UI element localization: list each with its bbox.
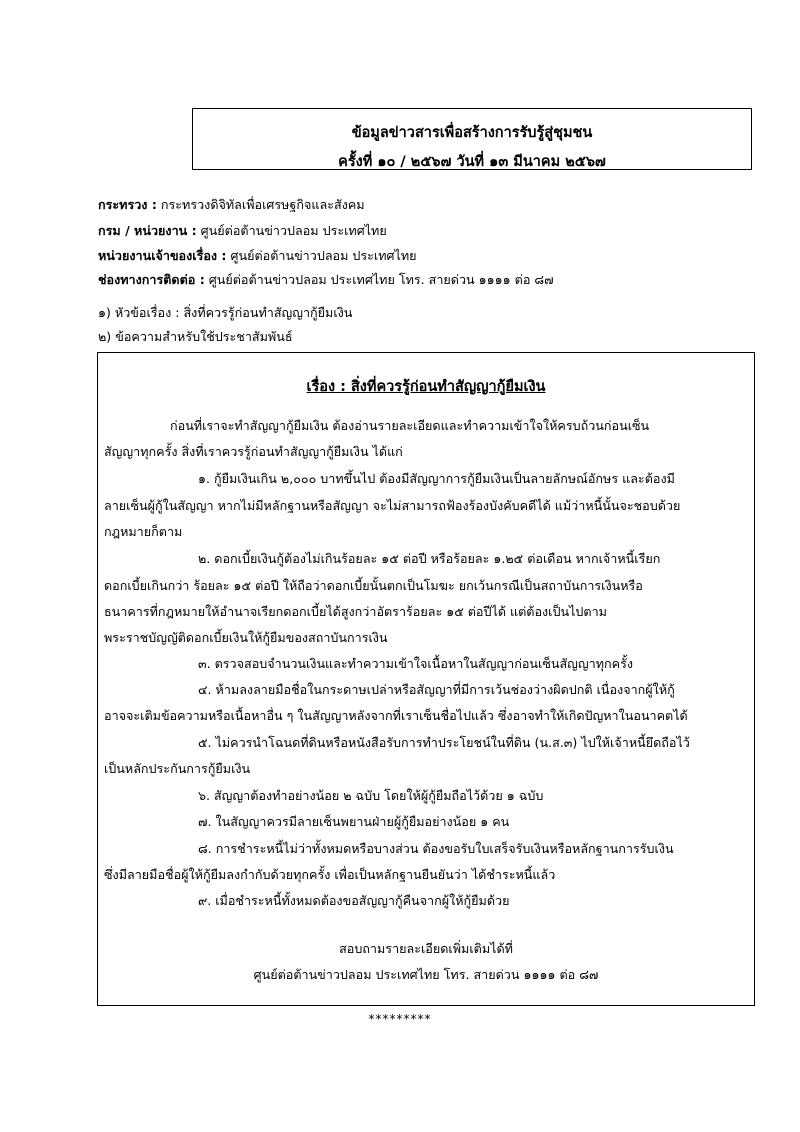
item-2-line-4: พระราชบัญญัติดอกเบี้ยเงินให้กู้ยืมของสถาบันการเงิน (104, 630, 388, 645)
item-2-line-3: ธนาคารที่กฎหมายให้อำนาจเรียกดอกเบี้ยได้สูงกว่าอัตราร้อยละ ๑๕ ต่อปีได้ แต่ต้องเป็นไปตาม (104, 604, 607, 619)
item-1-line-2: ลายเซ็นผู้กู้ในสัญญา หากไม่มีหลักฐานหรือสัญญา จะไม่สามารถฟ้องร้องบังคับคดีได้ แม้ว่าหนี้นั้นจะชอบด้วย (104, 498, 681, 513)
meta-contact-label: ช่องทางการติดต่อ : (98, 272, 205, 287)
story-footer-line-2: ศูนย์ต่อต้านข่าวปลอม ประเทศไทย โทร. สายด่วน ๑๑๑๑ ต่อ ๘๗ (253, 967, 599, 982)
meta-ministry (98, 195, 365, 215)
item-5-line-2: เป็นหลักประกันการกู้ยืมเงิน (104, 761, 251, 776)
item-3-line-1: ๓. ตรวจสอบจำนวนเงินและทำความเข้าใจเนื้อหาในสัญญาก่อนเซ็นสัญญาทุกครั้ง (198, 656, 633, 671)
meta-owner-value: ศูนย์ต่อต้านข่าวปลอม ประเทศไทย (226, 248, 417, 263)
header-issue-date: ครั้งที่ ๑๐ / ๒๕๖๗ วันที่ ๑๓ มีนาคม ๒๕๖๗ (338, 154, 606, 170)
item-9-line-1: ๙. เมื่อชำระหนี้ทั้งหมดต้องขอสัญญากู้คืนจากผู้ให้กู้ยืมด้วย (198, 893, 510, 908)
meta-department-value: ศูนย์ต่อต้านข่าวปลอม ประเทศไทย (196, 223, 387, 238)
document-header-box (192, 108, 752, 170)
item-4-line-1: ๔. ห้ามลงลายมือชื่อในกระดาษเปล่าหรือสัญญาที่มีการเว้นช่องว่างผิดปกติ เนื่องจากผู้ให้กู้ (198, 682, 675, 697)
meta-department (98, 221, 387, 241)
story-footer-line-1: สอบถามรายละเอียดเพิ่มเติมได้ที่ (339, 941, 513, 956)
header-title: ข้อมูลข่าวสารเพื่อสร้างการรับรู้สู่ชุมชน (351, 125, 593, 141)
item-8-line-2: ซึ่งมีลายมือชื่อผู้ให้กู้ยืมลงกำกับด้วยทุกครั้ง เพื่อเป็นหลักฐานยืนยันว่า ได้ชำระหนี้แล้ว (104, 867, 556, 882)
item-2-line-2: ดอกเบี้ยเกินกว่า ร้อยละ ๑๕ ต่อปี ให้ถือว่าดอกเบี้ยนั้นตกเป็นโมฆะ ยกเว้นกรณีเป็นสถาบันการเงินหรือ (104, 578, 643, 593)
meta-ministry-label: กระทรวง : (98, 197, 157, 212)
item-4-line-2: อาจจะเติมข้อความหรือเนื้อหาอื่น ๆ ในสัญญาหลังจากที่เราเซ็นชื่อไปแล้ว ซึ่งอาจทำให้เกิดปัญหาในอนาคตได้ (104, 708, 688, 723)
story-intro-line-1: ก่อนที่เราจะทำสัญญากู้ยืมเงิน ต้องอ่านรายละเอียดและทำความเข้าใจให้ครบถ้วนก่อนเซ็น (170, 418, 650, 433)
story-content-box (97, 352, 755, 1006)
item-1-line-1: ๑. กู้ยืมเงินเกิน ๒,๐๐๐ บาทขึ้นไป ต้องมีสัญญาการกู้ยืมเงินเป็นลายลักษณ์อักษร และต้องมี (198, 471, 675, 486)
meta-ministry-value: กระทรวงดิจิทัลเพื่อเศรษฐกิจและสังคม (156, 197, 365, 212)
story-intro-line-2: สัญญาทุกครั้ง สิ่งที่เราควรรู้ก่อนทำสัญญากู้ยืมเงิน ได้แก่ (104, 444, 403, 459)
meta-owner (98, 246, 417, 266)
item-1-line-3: กฎหมายก็ตาม (104, 524, 183, 539)
item-6-line-1: ๖. สัญญาต้องทำอย่างน้อย ๒ ฉบับ โดยให้ผู้กู้ยืมถือไว้ด้วย ๑ ฉบับ (198, 788, 544, 803)
meta-contact-value: ศูนย์ต่อต้านข่าวปลอม ประเทศไทย โทร. สายด่วน ๑๑๑๑ ต่อ ๘๗ (204, 272, 554, 287)
story-title-text: เรื่อง : สิ่งที่ควรรู้ก่อนทำสัญญากู้ยืมเงิน (306, 379, 546, 395)
meta-contact (98, 270, 554, 290)
item-8-line-1: ๘. การชำระหนี้ไม่ว่าทั้งหมดหรือบางส่วน ต้องขอรับใบเสร็จรับเงินหรือหลักฐานการรับเงิน (198, 841, 674, 856)
topic-message: ๒) ข้อความสำหรับใช้ประชาสัมพันธ์ (98, 329, 293, 344)
item-5-line-1: ๕. ไม่ควรนำโฉนดที่ดินหรือหนังสือรับการทำประโยชน์ในที่ดิน (น.ส.๓) ไปให้เจ้าหนี้ยึดถือไว้ (198, 735, 690, 750)
item-7-line-1: ๗. ในสัญญาควรมีลายเซ็นพยานฝ่ายผู้กู้ยืมอย่างน้อย ๑ คน (198, 814, 510, 829)
story-title (98, 375, 754, 398)
topic-subject: ๑) หัวข้อเรื่อง : สิ่งที่ควรรู้ก่อนทำสัญญากู้ยืมเงิน (98, 305, 353, 320)
end-marker: ********* (368, 1012, 432, 1026)
meta-owner-label: หน่วยงานเจ้าของเรื่อง : (98, 248, 227, 263)
meta-department-label: กรม / หน่วยงาน : (98, 223, 197, 238)
item-2-line-1: ๒. ดอกเบี้ยเงินกู้ต้องไม่เกินร้อยละ ๑๕ ต่อปี หรือร้อยละ ๑.๒๕ ต่อเดือน หากเจ้าหนี้เรียก (198, 551, 661, 566)
